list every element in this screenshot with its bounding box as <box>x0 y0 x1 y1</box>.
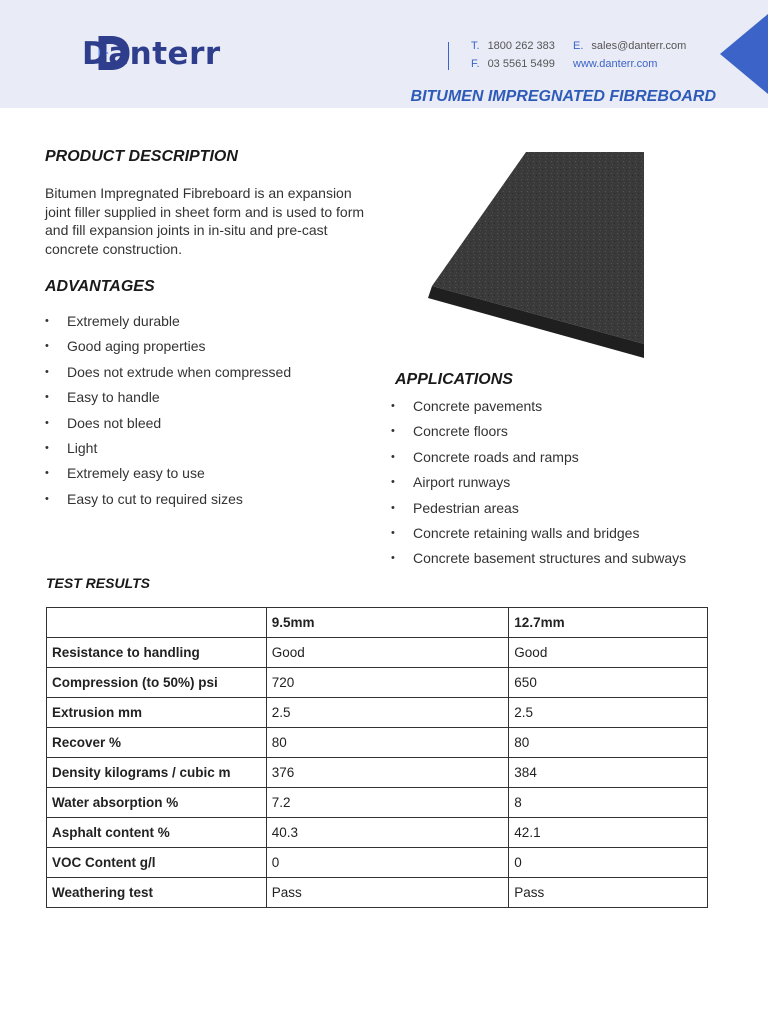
email-label: E. <box>573 40 584 52</box>
email-contact[interactable] <box>573 40 686 52</box>
list-item: • Extremely easy to use <box>45 464 291 489</box>
column-header: 9.5mm <box>266 608 509 638</box>
table-cell: Pass <box>266 878 509 908</box>
list-item: • Concrete floors <box>391 422 686 447</box>
list-item: • Concrete roads and ramps <box>391 448 686 473</box>
advantages-heading: ADVANTAGES <box>45 278 155 295</box>
table-cell: 650 <box>509 668 708 698</box>
table-cell: Pass <box>509 878 708 908</box>
table-row <box>47 818 708 848</box>
row-label: Density kilograms / cubic m <box>47 758 267 788</box>
table-cell: 40.3 <box>266 818 509 848</box>
list-item: • Concrete pavements <box>391 397 686 422</box>
website-contact[interactable] <box>573 58 657 70</box>
fibreboard-product-image <box>424 148 648 360</box>
table-cell: 8 <box>509 788 708 818</box>
fax-number: 03 5561 5499 <box>487 58 555 70</box>
table-row <box>47 758 708 788</box>
table-cell: Good <box>266 638 509 668</box>
table-cell: 376 <box>266 758 509 788</box>
list-item: • Does not bleed <box>45 414 291 439</box>
document-title: BITUMEN IMPREGNATED FIBREBOARD <box>410 88 716 105</box>
table-cell: 2.5 <box>266 698 509 728</box>
table-cell: 80 <box>266 728 509 758</box>
applications-list <box>391 397 686 575</box>
table-row <box>47 698 708 728</box>
list-item: • Concrete basement structures and subways <box>391 549 686 574</box>
list-item: • Good aging properties <box>45 337 291 362</box>
table-cell: 7.2 <box>266 788 509 818</box>
test-results-heading: TEST RESULTS <box>46 575 150 591</box>
list-item: • Extremely durable <box>45 312 291 337</box>
phone-number: 1800 262 383 <box>487 40 555 52</box>
column-header <box>47 608 267 638</box>
table-cell: 42.1 <box>509 818 708 848</box>
table-row <box>47 728 708 758</box>
row-label: Water absorption % <box>47 788 267 818</box>
table-header-row <box>47 608 708 638</box>
list-item: • Easy to handle <box>45 388 291 413</box>
list-item: • Concrete retaining walls and bridges <box>391 524 686 549</box>
phone-label: T. <box>471 40 480 52</box>
table-cell: 0 <box>266 848 509 878</box>
header-divider <box>448 42 449 70</box>
column-header: 12.7mm <box>509 608 708 638</box>
brand-name: Danterr <box>82 36 221 72</box>
row-label: Compression (to 50%) psi <box>47 668 267 698</box>
list-item: • Light <box>45 439 291 464</box>
applications-heading: APPLICATIONS <box>395 371 513 388</box>
corner-triangle-icon <box>720 14 768 94</box>
table-cell: 384 <box>509 758 708 788</box>
page-header <box>0 0 768 108</box>
row-label: Resistance to handling <box>47 638 267 668</box>
row-label: Extrusion mm <box>47 698 267 728</box>
row-label: Recover % <box>47 728 267 758</box>
product-description-heading: PRODUCT DESCRIPTION <box>45 148 238 165</box>
table-cell: 0 <box>509 848 708 878</box>
table-cell: Good <box>509 638 708 668</box>
advantages-list <box>45 312 291 515</box>
table-cell: 2.5 <box>509 698 708 728</box>
list-item: • Easy to cut to required sizes <box>45 490 291 515</box>
website-link[interactable]: www.danterr.com <box>573 58 658 70</box>
product-description-text: Bitumen Impregnated Fibreboard is an expansion joint filler supplied in sheet form and is used to form and fill expansion joints in in-situ and pre-cast concrete construction. <box>45 185 365 257</box>
table-row <box>47 848 708 878</box>
test-results-table <box>46 607 708 908</box>
phone-contact <box>471 40 555 52</box>
fax-label: F. <box>471 58 480 70</box>
table-row <box>47 638 708 668</box>
list-item: • Airport runways <box>391 473 686 498</box>
table-row <box>47 668 708 698</box>
fax-contact <box>471 58 555 70</box>
table-cell: 80 <box>509 728 708 758</box>
row-label: VOC Content g/l <box>47 848 267 878</box>
table-row <box>47 878 708 908</box>
list-item: • Does not extrude when compressed <box>45 363 291 388</box>
list-item: • Pedestrian areas <box>391 499 686 524</box>
table-row <box>47 788 708 818</box>
table-cell: 720 <box>266 668 509 698</box>
row-label: Asphalt content % <box>47 818 267 848</box>
row-label: Weathering test <box>47 878 267 908</box>
email-link[interactable]: sales@danterr.com <box>591 40 687 52</box>
